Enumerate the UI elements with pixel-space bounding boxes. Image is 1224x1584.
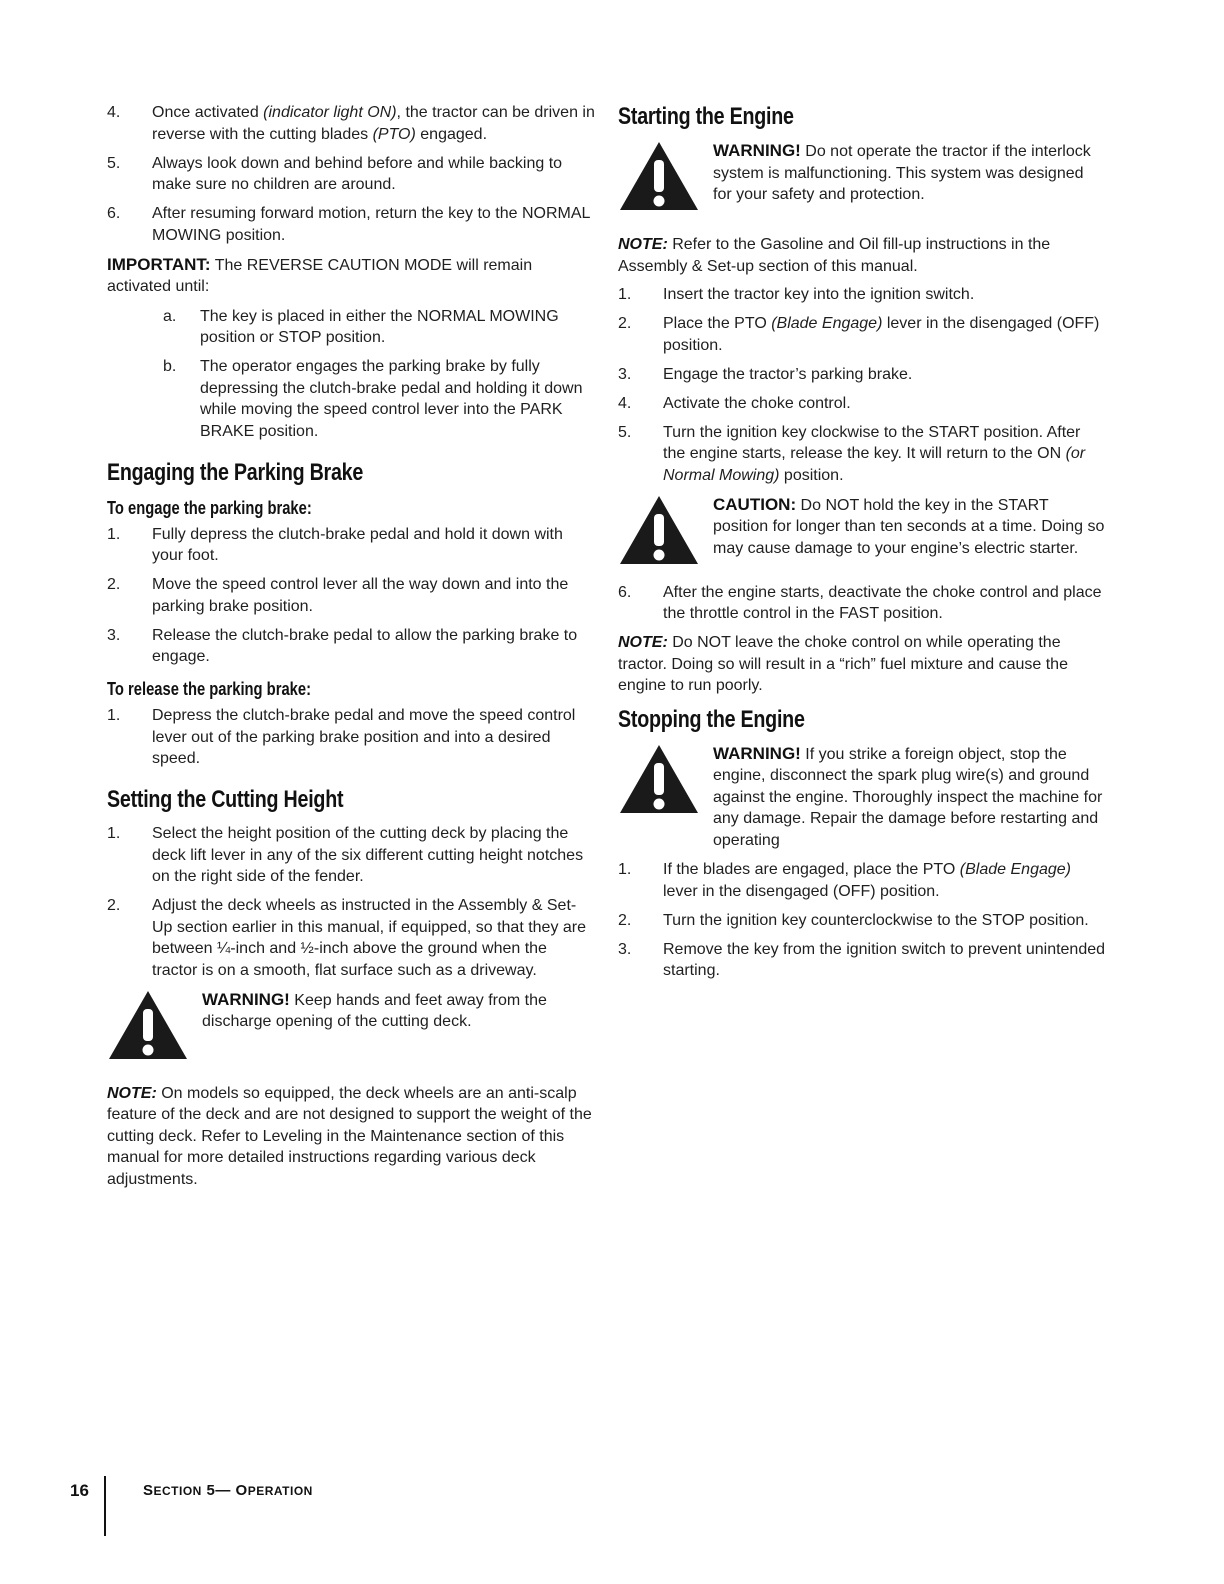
list-item: 1. Fully depress the clutch-brake pedal and hold it down with your foot.: [107, 525, 563, 564]
item-number: 5.: [107, 154, 121, 172]
footer-divider: [104, 1476, 106, 1536]
list-item: 6. After resuming forward motion, return the key to the NORMAL MOWING position.: [107, 205, 590, 244]
list-item: 6. After the engine starts, deactivate the choke control and place the throttle control in the FAST position.: [618, 583, 1102, 622]
cutting-height-heading: Setting the Cutting Height: [107, 786, 344, 813]
warning-label: WARNING!: [713, 141, 801, 160]
note-label: NOTE:: [618, 634, 668, 651]
important-label: IMPORTANT:: [107, 254, 211, 274]
list-item: 3. Engage the tractor’s parking brake.: [618, 365, 913, 383]
note-label: NOTE:: [107, 1084, 157, 1102]
engage-subheading: To engage the parking brake:: [107, 497, 312, 518]
list-item: 4. Activate the choke control.: [618, 394, 851, 412]
note-label: NOTE:: [618, 236, 668, 253]
list-item: 3. Remove the key from the ignition switch to prevent unintended starting.: [618, 940, 1106, 979]
warning-triangle-icon: [618, 743, 700, 815]
warning-callout: WARNING! Do not operate the tractor if the interlock system is malfunctioning. This system was designed for your safety and protection.: [618, 140, 1106, 216]
starting-engine-heading: Starting the Engine: [618, 103, 794, 130]
left-column: [107, 102, 595, 1190]
release-subheading: To release the parking brake:: [107, 679, 311, 699]
sub-list-item: b. The operator engages the parking brake by fully depressing the clutch-brake pedal and holding it down while moving the speed control lever into the PARK BRAKE position.: [163, 358, 583, 440]
warning-triangle-icon: [107, 989, 189, 1061]
important-paragraph: IMPORTANT: The REVERSE CAUTION MODE will remain activated until:: [107, 254, 533, 295]
list-item: 1. Insert the tractor key into the ignition switch.: [618, 286, 975, 303]
list-item: 1. If the blades are engaged, place the PTO (Blade Engage) lever in the disengaged (OFF) position.: [618, 861, 1071, 900]
warning-callout: WARNING! Keep hands and feet away from the discharge opening of the cutting deck.: [107, 989, 595, 1069]
section-label: SECTION 5— OPERATION: [143, 1482, 313, 1499]
right-column: [618, 102, 1106, 989]
caution-callout: CAUTION: Do NOT hold the key in the START position for longer than ten seconds at a time. Doing so may cause damage to your engine’s electric starter.: [618, 494, 1106, 578]
note-paragraph: NOTE: On models so equipped, the deck wheels are an anti-scalp feature of the deck and are not designed to support the weight of the cutting deck. Refer to Leveling in the Maintenance section of this manual for more detailed instructions regarding various deck adjustments.: [107, 1084, 592, 1188]
item-number: 4.: [107, 104, 121, 121]
list-item: 2. Place the PTO (Blade Engage) lever in the disengaged (OFF) position.: [618, 315, 1100, 354]
caution-label: CAUTION:: [713, 494, 797, 514]
page-number: 16: [70, 1481, 89, 1500]
stopping-engine-heading: Stopping the Engine: [618, 705, 805, 733]
item-number: 6.: [107, 205, 121, 222]
list-item: 1. Select the height position of the cutting deck by placing the deck lift lever in any of the six different cutting height notches on the right side of the fender.: [107, 825, 584, 885]
note-paragraph: NOTE: Do NOT leave the choke control on while operating the tractor. Doing so will result in a “rich” fuel mixture and cause the engine to run poorly.: [618, 634, 1068, 694]
list-item: 1. Depress the clutch-brake pedal and move the speed control lever out of the parking brake position and into a desired speed.: [107, 707, 576, 767]
warning-callout: WARNING! If you strike a foreign object, stop the engine, disconnect the spark plug wire(s) and ground against the engine. Thoroughly inspect the machine for any damage. Repair the damage before restarting and operating: [618, 743, 1106, 852]
warning-label: WARNING!: [713, 743, 801, 763]
parking-brake-heading: Engaging the Parking Brake: [107, 458, 364, 486]
note-paragraph: NOTE: Refer to the Gasoline and Oil fill-up instructions in the Assembly & Set-up section of this manual.: [618, 236, 1051, 275]
list-item: 5. Always look down and behind before and while backing to make sure no children are around.: [107, 154, 563, 193]
warning-label: WARNING!: [202, 989, 290, 1009]
warning-triangle-icon: [618, 140, 700, 212]
list-item: 4. Once activated (indicator light ON), the tractor can be driven in reverse with the cutting blades (PTO) engaged.: [107, 104, 595, 143]
list-item: 2. Turn the ignition key counterclockwise to the STOP position.: [618, 911, 1089, 929]
list-item: 2. Adjust the deck wheels as instructed in the Assembly & Set-Up section earlier in this manual, if equipped, so that they are between ¼-inch and ½-inch above the ground when the tractor is on a smooth, flat surface such as a driveway.: [107, 897, 587, 979]
list-item: 3. Release the clutch-brake pedal to allow the parking brake to engage.: [107, 626, 578, 665]
list-item: 2. Move the speed control lever all the way down and into the parking brake position.: [107, 576, 569, 615]
sub-list-item: a. The key is placed in either the NORMAL MOWING position or STOP position.: [163, 307, 559, 346]
warning-triangle-icon: [618, 494, 700, 566]
list-item: 5. Turn the ignition key clockwise to the START position. After the engine starts, release the key. It will return to the ON (or Normal Mowing) position.: [618, 423, 1086, 484]
